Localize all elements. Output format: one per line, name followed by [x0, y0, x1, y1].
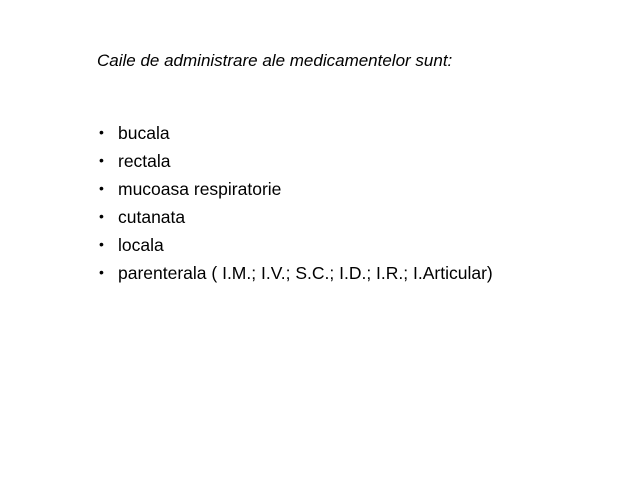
list-item-text: cutanata — [118, 206, 186, 227]
bullet-icon: • — [99, 152, 104, 168]
list-item-text: locala — [118, 234, 164, 255]
slide-title: Caile de administrare ale medicamentelor sunt: — [97, 51, 453, 70]
list-item — [99, 231, 493, 259]
list-item-text: bucala — [118, 122, 170, 143]
list-item — [99, 259, 493, 287]
bullet-icon: • — [99, 208, 104, 224]
list-item — [99, 175, 493, 203]
list-item — [99, 147, 493, 175]
list-item-text: mucoasa respiratorie — [118, 178, 282, 199]
bullet-icon: • — [99, 236, 104, 252]
bullet-icon: • — [99, 264, 104, 280]
list-item — [99, 203, 493, 231]
bullet-list — [99, 119, 493, 287]
list-item — [99, 119, 493, 147]
list-item-text: rectala — [118, 150, 171, 171]
bullet-icon: • — [99, 180, 104, 196]
list-item-text: parenterala ( I.M.; I.V.; S.C.; I.D.; I.R.; I.Articular) — [118, 262, 493, 283]
bullet-icon: • — [99, 124, 104, 140]
